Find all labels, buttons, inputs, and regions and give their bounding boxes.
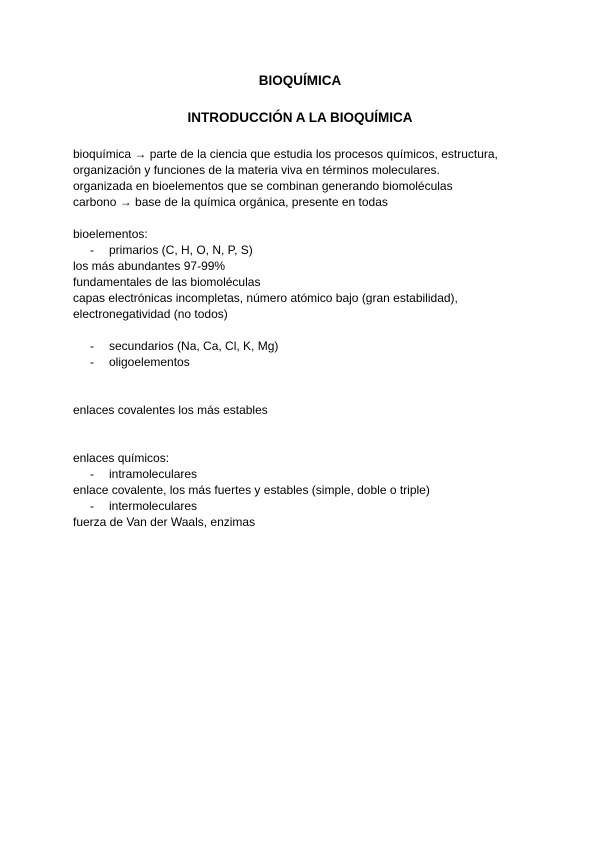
bullet-text: intramoleculares	[109, 467, 198, 481]
enlaces-heading: enlaces químicos:	[73, 451, 170, 465]
bullet-item-oligoelementos	[73, 354, 543, 370]
bullet-dash: -	[90, 499, 94, 513]
document-title: BIOQUÍMICA	[258, 73, 342, 88]
primarios-note-2: fundamentales de las biomoléculas	[73, 275, 261, 289]
inter-note: fuerza de Van der Waals, enzimas	[73, 515, 256, 529]
bullet-dash: -	[90, 243, 94, 257]
bullet-text: oligoelementos	[109, 355, 190, 369]
enlaces-note: enlaces covalentes los más estables	[73, 403, 268, 417]
bullet-text: secundarios (Na, Ca, Cl, K, Mg)	[109, 339, 279, 353]
intro-line-4: carbono → base de la química orgánica, presente en todas	[73, 195, 388, 209]
bullet-item-secundarios	[73, 338, 543, 354]
bullet-item-primarios	[73, 242, 543, 258]
primarios-note-1: los más abundantes 97-99%	[73, 259, 226, 273]
primarios-note-4: electronegatividad (no todos)	[73, 307, 228, 321]
bioelementos-heading: bioelementos:	[73, 227, 148, 241]
intro-line-1: bioquímica → parte de la ciencia que estudia los procesos químicos, estructura,	[73, 147, 498, 161]
bullet-dash: -	[90, 355, 94, 369]
section-heading: INTRODUCCIÓN A LA BIOQUÍMICA	[187, 110, 413, 125]
bullet-dash: -	[90, 467, 94, 481]
intra-note: enlace covalente, los más fuertes y estables (simple, doble o triple)	[73, 483, 430, 497]
bullet-dash: -	[90, 339, 94, 353]
intro-line-3: organizada en bioelementos que se combinan generando biomoléculas	[73, 179, 453, 193]
primarios-note-3: capas electrónicas incompletas, número atómico bajo (gran estabilidad),	[73, 291, 458, 305]
bullet-text: primarios (C, H, O, N, P, S)	[109, 243, 253, 257]
bullet-text: intermoleculares	[109, 499, 198, 513]
bullet-item-intramoleculares	[73, 466, 543, 482]
intro-line-2: organización y funciones de la materia viva en términos moleculares.	[73, 163, 440, 177]
bullet-item-intermoleculares	[73, 498, 543, 514]
document-body	[73, 146, 543, 530]
